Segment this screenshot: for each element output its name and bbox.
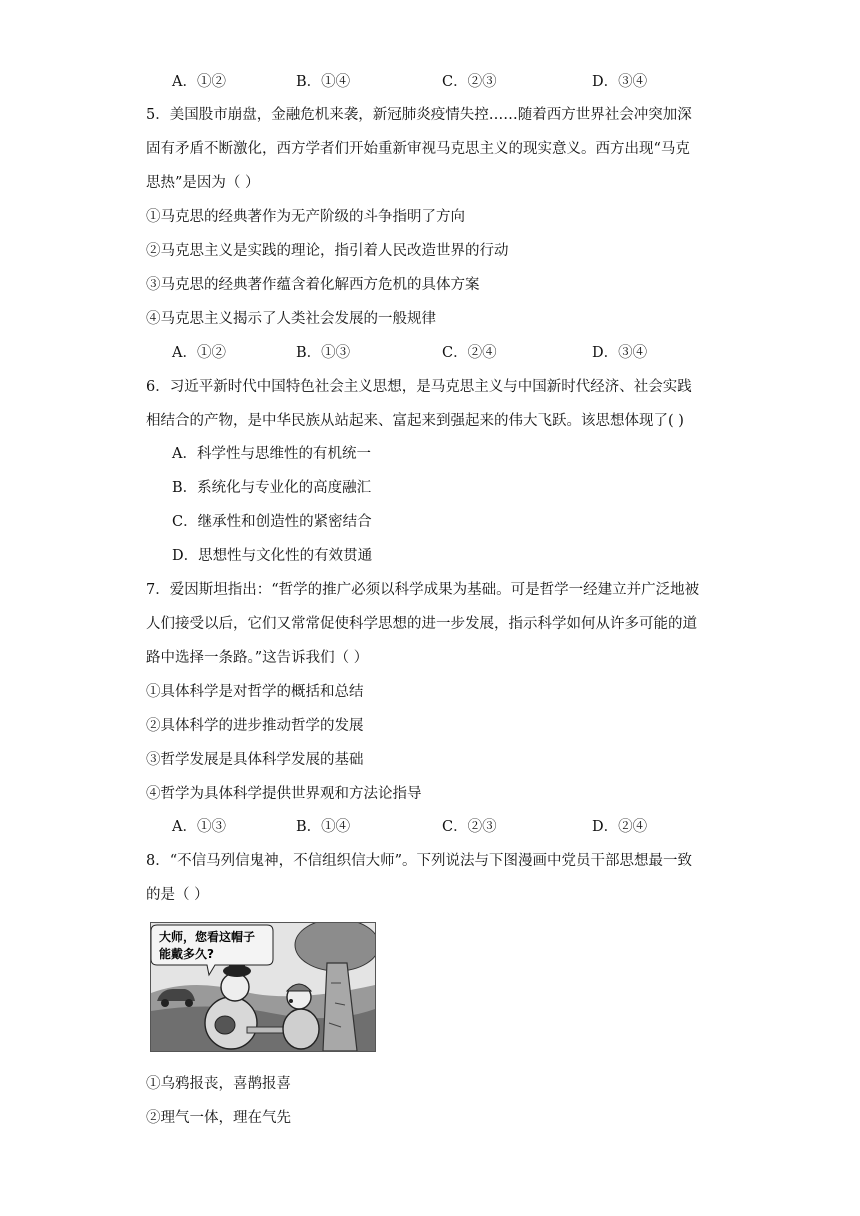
q4-option-d: D．③④ <box>592 74 648 90</box>
q5-option-c: C．②④ <box>442 345 497 361</box>
q4-option-b: B．①④ <box>296 74 351 90</box>
q8-item-1: ①乌鸦报丧，喜鹊报喜 <box>146 1076 291 1092</box>
q4-option-a: A．①② <box>172 74 226 90</box>
q7-item-2: ②具体科学的进步推动哲学的发展 <box>146 718 364 734</box>
q7-option-c: C．②③ <box>442 819 497 835</box>
q5-stem-line-3: 思热”是因为（ ） <box>146 175 260 191</box>
q7-stem-line-1: 7．爱因斯坦指出：“哲学的推广必须以科学成果为基础。可是哲学一经建立并广泛地被 <box>146 582 700 598</box>
q5-item-2: ②马克思主义是实践的理论，指引着人民改造世界的行动 <box>146 243 509 259</box>
q8-stem-line-1: 8．“不信马列信鬼神，不信组织信大师”。下列说法与下图漫画中党员干部思想最一致 <box>146 853 693 869</box>
q5-stem-line-1: 5．美国股市崩盘，金融危机来袭，新冠肺炎疫情失控……随着西方世界社会冲突加深 <box>146 107 692 123</box>
q7-stem-line-2: 人们接受以后，它们又常常促使科学思想的进一步发展，指示科学如何从许多可能的道 <box>146 616 697 632</box>
cartoon-caption-line-1: 大师，您看这帽子 <box>159 930 256 944</box>
q7-option-d: D．②④ <box>592 819 648 835</box>
q5-option-a: A．①② <box>172 345 226 361</box>
q5-item-1: ①马克思的经典著作为无产阶级的斗争指明了方向 <box>146 209 465 225</box>
q7-stem-line-3: 路中选择一条路。”这告诉我们（ ） <box>146 650 369 666</box>
q8-stem-line-2: 的是（ ） <box>146 887 209 903</box>
q6-option-b: B．系统化与专业化的高度融汇 <box>172 480 372 496</box>
q6-stem-line-2: 相结合的产物，是中华民族从站起来、富起来到强起来的伟大飞跃。该思想体现了( ) <box>146 413 684 429</box>
q6-option-a: A．科学性与思维性的有机统一 <box>172 446 371 462</box>
q5-item-3: ③马克思的经典著作蕴含着化解西方危机的具体方案 <box>146 277 480 293</box>
q6-option-c: C．继承性和创造性的紧密结合 <box>172 514 372 530</box>
q5-option-b: B．①③ <box>296 345 351 361</box>
q6-stem-line-1: 6．习近平新时代中国特色社会主义思想，是马克思主义与中国新时代经济、社会实践 <box>146 379 692 395</box>
q5-item-4: ④马克思主义揭示了人类社会发展的一般规律 <box>146 311 436 327</box>
cartoon-caption-line-2: 能戴多久? <box>159 947 214 961</box>
q7-item-4: ④哲学为具体科学提供世界观和方法论指导 <box>146 786 422 802</box>
q7-option-a: A．①③ <box>172 819 226 835</box>
q5-option-d: D．③④ <box>592 345 648 361</box>
q7-item-3: ③哲学发展是具体科学发展的基础 <box>146 752 364 768</box>
q7-item-1: ①具体科学是对哲学的概括和总结 <box>146 684 364 700</box>
q7-option-b: B．①④ <box>296 819 351 835</box>
q4-option-c: C．②③ <box>442 74 497 90</box>
q5-stem-line-2: 固有矛盾不断激化，西方学者们开始重新审视马克思主义的现实意义。西方出现“马克 <box>146 141 690 157</box>
cartoon-image <box>150 922 376 1052</box>
q8-item-2: ②理气一体，理在气先 <box>146 1110 291 1126</box>
q6-option-d: D．思想性与文化性的有效贯通 <box>172 548 373 564</box>
